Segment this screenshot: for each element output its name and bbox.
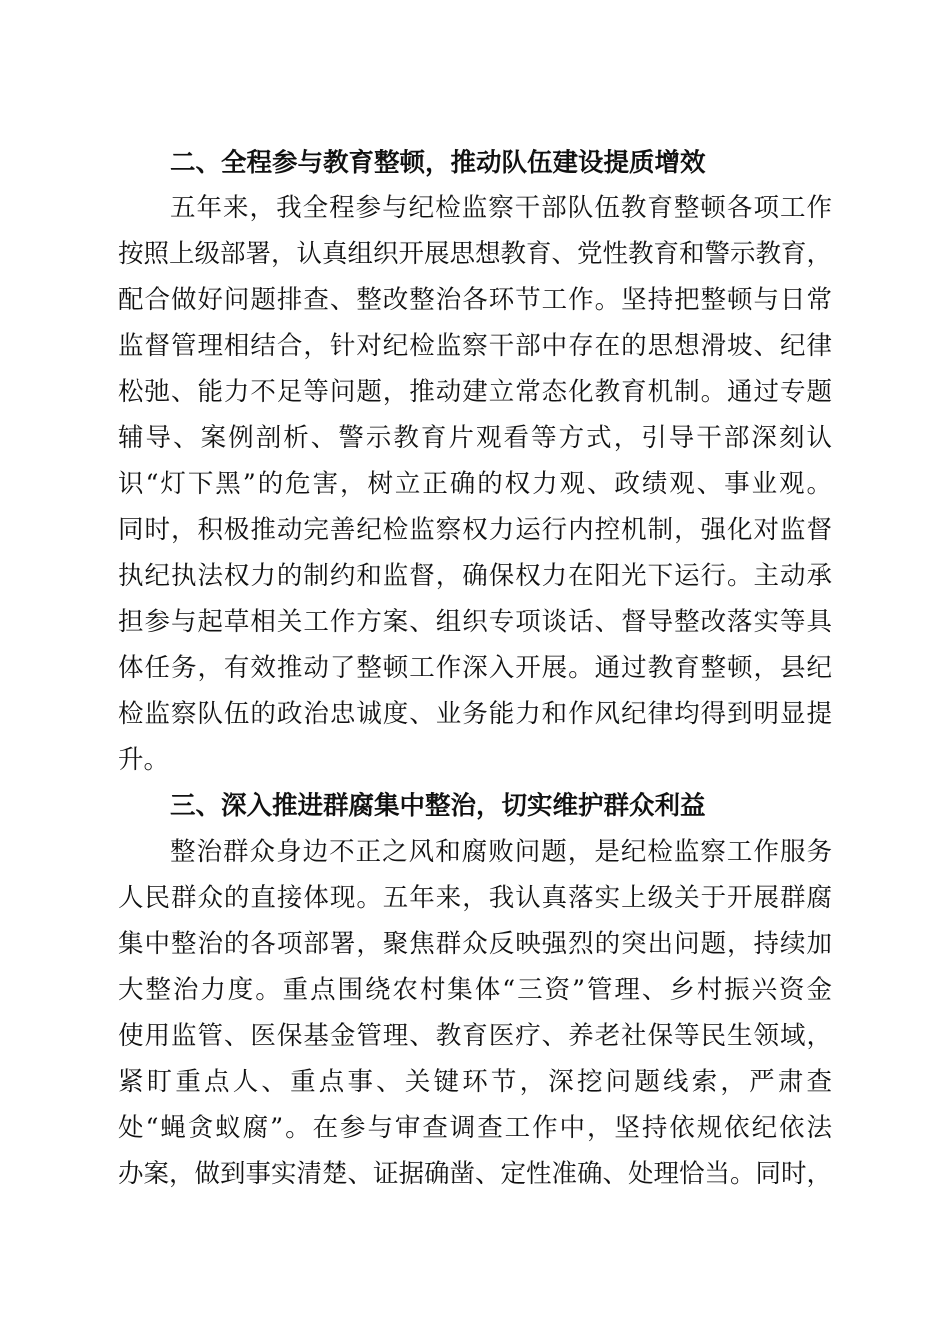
section-2-line-5: 松弛、能力不足等问题，推动建立常态化教育机制。通过专题 (118, 377, 832, 407)
section-2-line-9: 执纪执法权力的制约和监督，确保权力在阳光下运行。主动承 (118, 561, 832, 591)
section-2-line-13: 升。 (118, 745, 170, 775)
section-3-line-3: 集中整治的各项部署，聚焦群众反映强烈的突出问题，持续加 (118, 929, 832, 959)
section-2-line-3: 配合做好问题排查、整改整治各环节工作。坚持把整顿与日常 (118, 285, 832, 315)
section-3-line-4: 大整治力度。重点围绕农村集体“三资”管理、乡村振兴资金 (118, 975, 832, 1005)
section-3-line-2: 人民群众的直接体现。五年来，我认真落实上级关于开展群腐 (118, 883, 832, 913)
section-3-line-5: 使用监管、医保基金管理、教育医疗、养老社保等民生领域， (118, 1021, 832, 1051)
section-2-line-11: 体任务，有效推动了整顿工作深入开展。通过教育整顿，县纪 (118, 653, 832, 683)
section-2-heading: 二、全程参与教育整顿，推动队伍建设提质增效 (170, 148, 706, 178)
section-2-line-1: 五年来，我全程参与纪检监察干部队伍教育整顿各项工作 (170, 193, 832, 223)
section-2-line-12: 检监察队伍的政治忠诚度、业务能力和作风纪律均得到明显提 (118, 699, 832, 729)
section-2-line-6: 辅导、案例剖析、警示教育片观看等方式，引导干部深刻认 (118, 423, 832, 453)
section-3-line-6: 紧盯重点人、重点事、关键环节，深挖问题线索，严肃查 (118, 1067, 832, 1097)
section-3-heading: 三、深入推进群腐集中整治，切实维护群众利益 (170, 791, 706, 821)
section-2-line-2: 按照上级部署，认真组织开展思想教育、党性教育和警示教育， (118, 239, 833, 269)
section-3-line-1: 整治群众身边不正之风和腐败问题，是纪检监察工作服务 (170, 837, 832, 867)
section-2-line-8: 同时，积极推动完善纪检监察权力运行内控机制，强化对监督 (118, 515, 832, 545)
section-3-line-7: 处“蝇贪蚁腐”。在参与审查调查工作中，坚持依规依纪依法 (118, 1113, 832, 1143)
section-3-line-8: 办案，做到事实清楚、证据确凿、定性准确、处理恰当。同时， (118, 1159, 833, 1189)
section-2-line-7: 识“灯下黑”的危害，树立正确的权力观、政绩观、事业观。 (118, 469, 832, 499)
section-2-line-4: 监督管理相结合，针对纪检监察干部中存在的思想滑坡、纪律 (118, 331, 832, 361)
section-2-line-10: 担参与起草相关工作方案、组织专项谈话、督导整改落实等具 (118, 607, 832, 637)
